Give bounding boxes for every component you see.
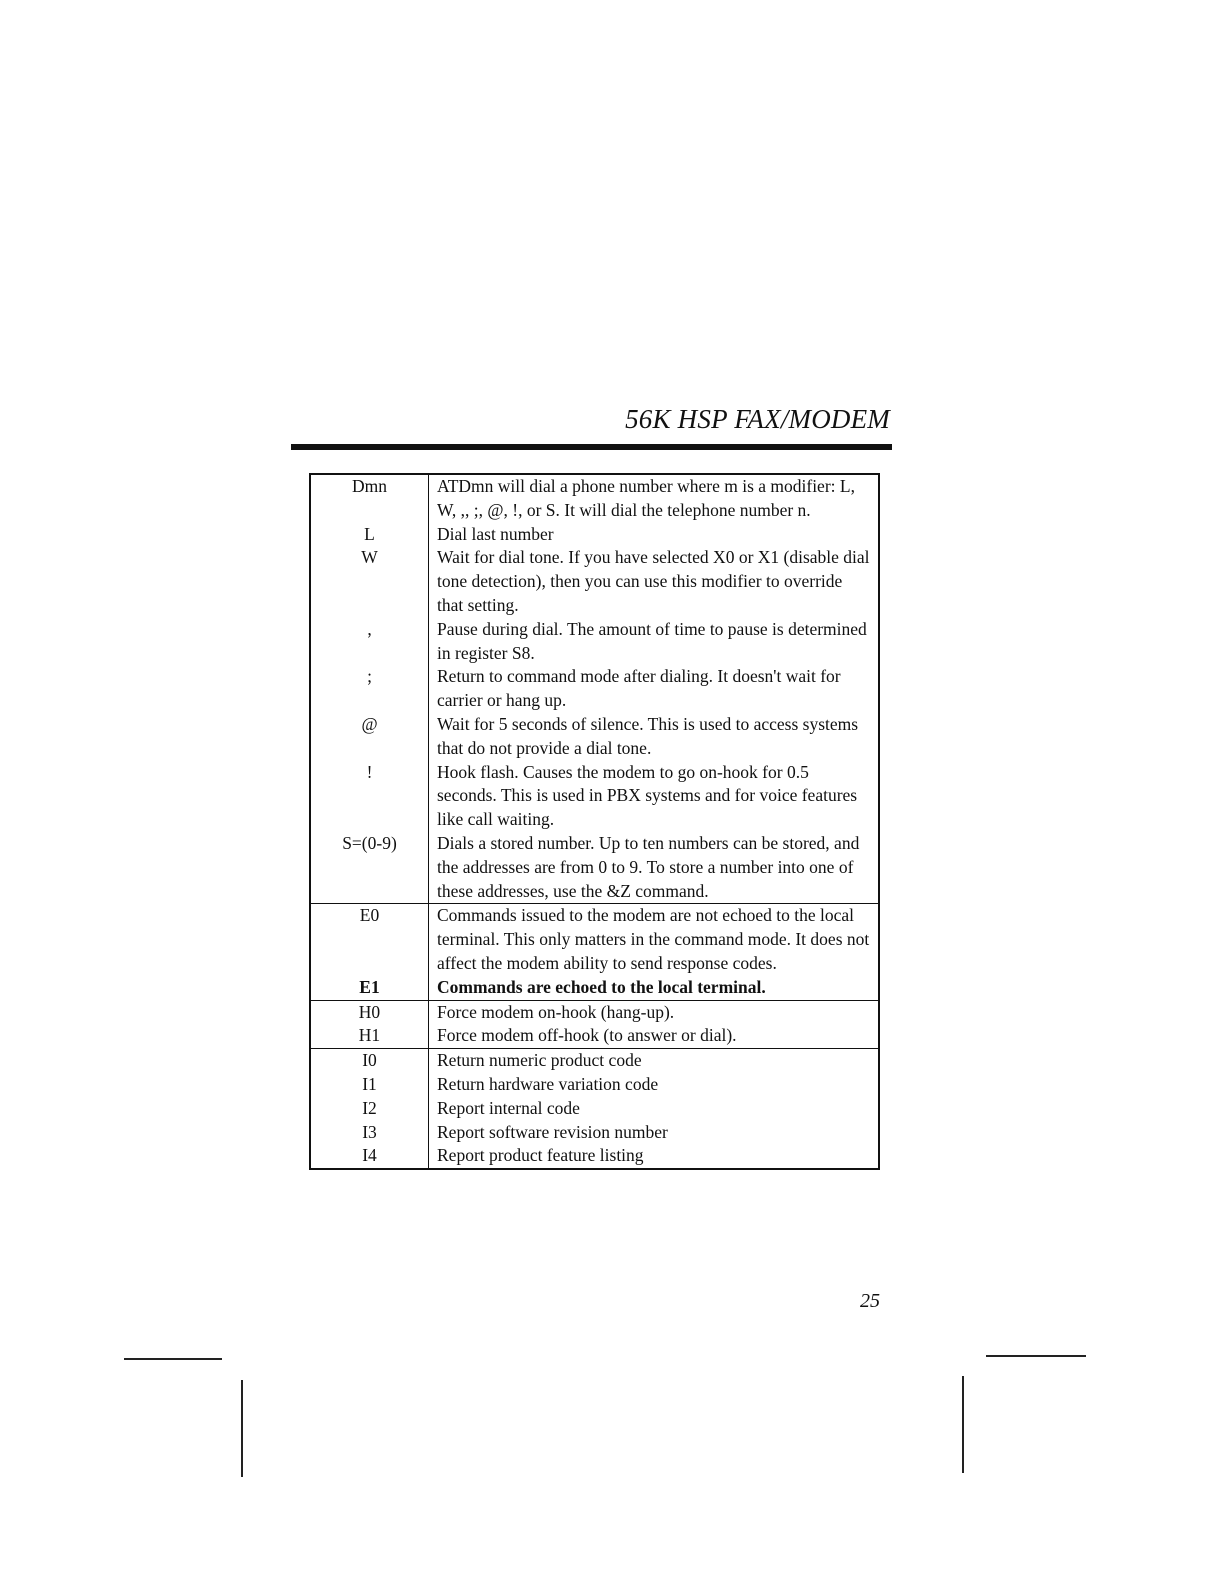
command-cell: I0 [311,1049,429,1073]
description-cell: Dials a stored number. Up to ten numbers can be stored, and the addresses are from 0 to 9. To store a number into one of these addresses, use the &Z command. [437,832,860,901]
command-cell: H0 [311,1001,429,1025]
table-row [311,1073,878,1097]
description-cell: ATDmn will dial a phone number where m is a modifier: L, W, ,, ;, @, !, or S. It will dial the telephone number n. [437,476,855,520]
command-table [309,473,880,1170]
table-row [311,1121,878,1145]
command-cell: L [311,523,429,547]
crop-mark-right-vertical [962,1376,964,1473]
table-row [311,475,878,523]
description-cell: Report internal code [437,1097,580,1118]
table-group-echo [311,903,878,999]
description-cell: Force modem on-hook (hang-up). [437,1001,675,1022]
table-group-info [311,1048,878,1168]
page-header-title: 56K HSP FAX/MODEM [625,404,890,434]
description-cell: Dial last number [437,523,554,544]
table-row [311,523,878,547]
table-row [311,618,878,666]
crop-mark-left-horizontal [124,1358,222,1360]
command-cell: E0 [311,904,429,975]
description-cell: Commands issued to the modem are not echoed to the local terminal. This only matters in the command mode. It does not affect the modem ability to send response codes. [437,905,870,973]
table-row [311,904,878,975]
table-row [311,1001,878,1025]
table-row [311,1049,878,1073]
page-number: 25 [860,1290,880,1312]
command-cell: ! [311,761,429,832]
header-rule [291,444,892,450]
description-cell: Return to command mode after dialing. It doesn't wait for carrier or hang up. [437,666,841,711]
command-cell: W [311,546,429,617]
table-group-dial [311,475,878,903]
table-row [311,832,878,903]
command-cell: I2 [311,1097,429,1121]
table-row [311,1144,878,1168]
command-cell: I1 [311,1073,429,1097]
command-cell: H1 [311,1024,429,1048]
table-row [311,761,878,832]
table-group-hook [311,1000,878,1049]
command-cell: I3 [311,1121,429,1145]
description-cell: Pause during dial. The amount of time to pause is determined in register S8. [437,618,867,663]
table-row [311,713,878,761]
command-cell: I4 [311,1144,429,1168]
description-cell: Hook flash. Causes the modem to go on-hook for 0.5 seconds. This is used in PBX systems and for voice features like call waiting. [437,761,858,830]
description-cell: Return numeric product code [437,1050,642,1071]
crop-mark-left-vertical [241,1380,243,1477]
command-cell: S=(0-9) [311,832,429,903]
description-cell: Wait for dial tone. If you have selected X0 or X1 (disable dial tone detection), then you can use this modifier to override that setting. [437,547,870,615]
description-cell: Commands are echoed to the local terminal. [437,976,766,997]
description-cell: Report software revision number [437,1121,668,1142]
crop-mark-right-horizontal [986,1355,1086,1357]
table-row [311,976,878,1000]
description-cell: Force modem off-hook (to answer or dial). [437,1025,737,1046]
command-cell: ; [311,665,429,713]
command-cell: @ [311,713,429,761]
command-cell: Dmn [311,475,429,523]
table-row [311,546,878,617]
command-cell: , [311,618,429,666]
table-row [311,665,878,713]
command-cell: E1 [311,976,429,1000]
description-cell: Wait for 5 seconds of silence. This is used to access systems that do not provide a dial tone. [437,713,859,758]
table-row [311,1097,878,1121]
table-row [311,1024,878,1048]
description-cell: Return hardware variation code [437,1073,659,1094]
description-cell: Report product feature listing [437,1145,644,1166]
